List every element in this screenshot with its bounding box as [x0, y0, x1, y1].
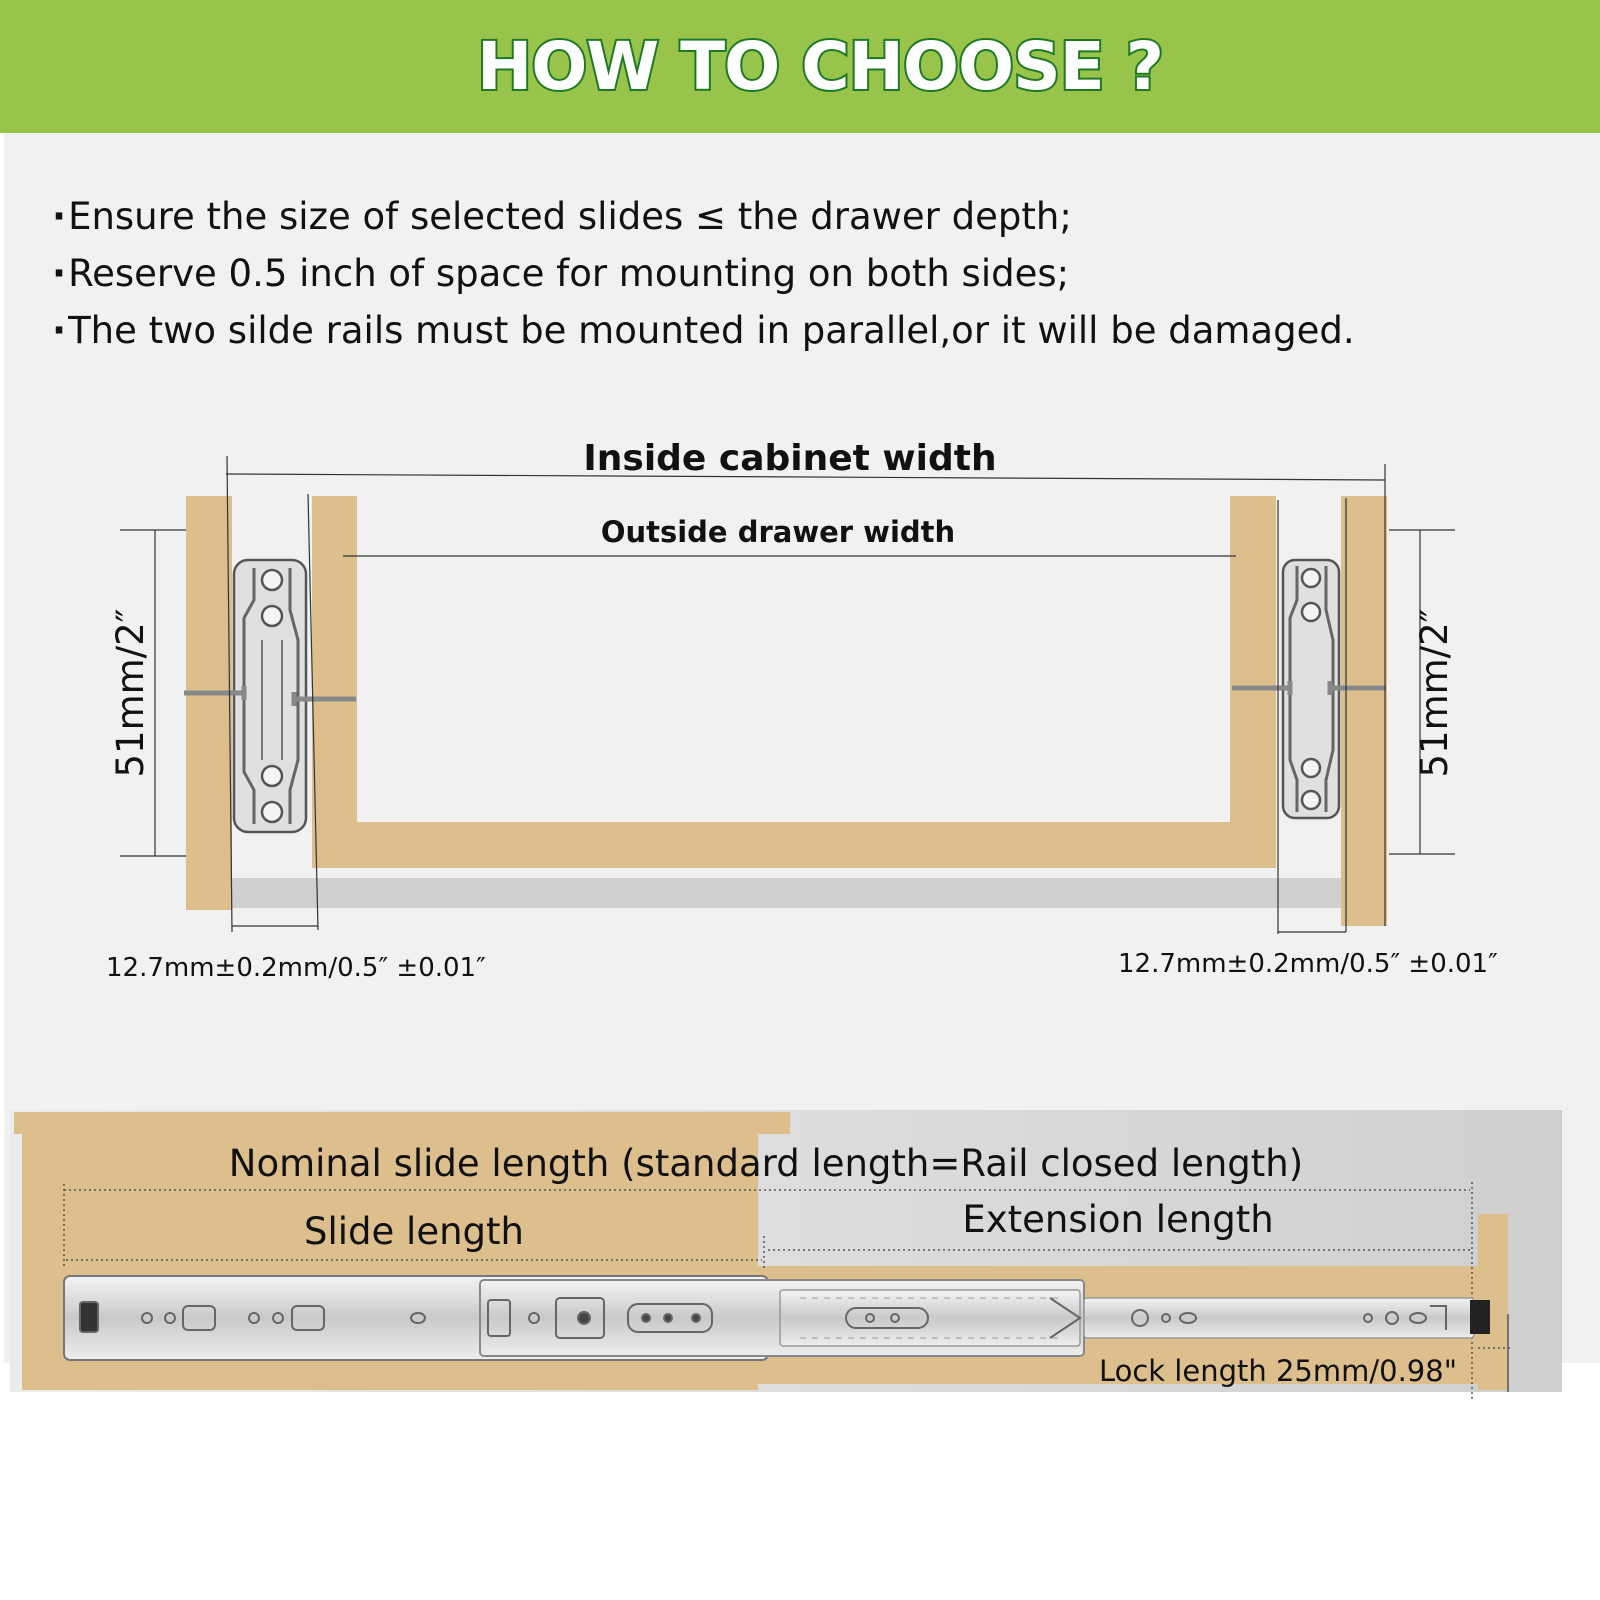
slide-length-diagram	[10, 1110, 1562, 1400]
tip-text: Ensure the size of selected slides ≤ the drawer depth;	[68, 195, 1072, 238]
nominal-length-label: Nominal slide length (standard length=Rail closed length)	[228, 1142, 1304, 1185]
cabinet-floor	[228, 878, 1346, 908]
outside-drawer-width-label: Outside drawer width	[600, 515, 956, 549]
cabinet-side-right	[1341, 496, 1387, 926]
height-label-right: 51mm/2″	[1413, 608, 1456, 778]
tip-text: Reserve 0.5 inch of space for mounting on both sides;	[68, 252, 1070, 295]
tip-item: ·Ensure the size of selected slides ≤ the drawer depth;	[52, 195, 1072, 238]
inside-cabinet-width-label: Inside cabinet width	[583, 438, 997, 479]
slide-length-label: Slide length	[304, 1210, 524, 1253]
cabinet-side-left	[186, 496, 232, 910]
inner-rail	[1084, 1298, 1474, 1338]
rail-end-stop	[1470, 1300, 1490, 1334]
extension-length-label: Extension length	[962, 1198, 1274, 1241]
drawer-top-board	[14, 1112, 790, 1134]
height-label-left: 51mm/2″	[109, 608, 152, 778]
lock-length-label: Lock length 25mm/0.98"	[1098, 1354, 1458, 1388]
page-title: HOW TO CHOOSE ?	[477, 28, 1163, 105]
gap-label-left: 12.7mm±0.2mm/0.5″ ±0.01″	[106, 953, 486, 983]
drawer-body	[312, 496, 1276, 868]
tip-item: ·The two silde rails must be mounted in parallel,or it will be damaged.	[52, 309, 1355, 352]
cross-section-diagram	[106, 438, 1498, 983]
gap-label-right: 12.7mm±0.2mm/0.5″ ±0.01″	[1118, 949, 1498, 979]
tip-text: The two silde rails must be mounted in parallel,or it will be damaged.	[68, 309, 1355, 352]
tip-item: ·Reserve 0.5 inch of space for mounting on both sides;	[52, 252, 1070, 295]
